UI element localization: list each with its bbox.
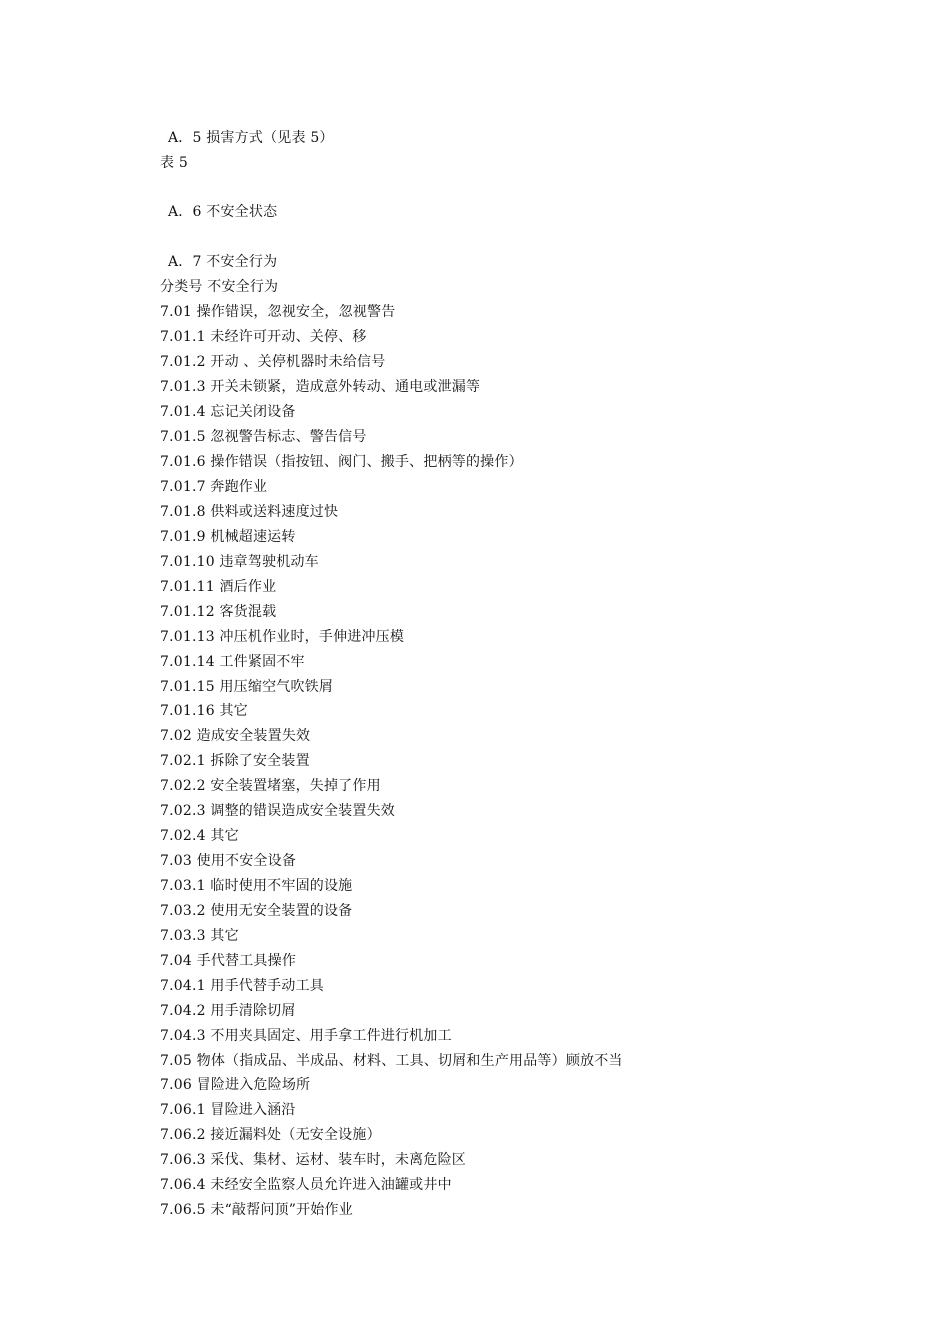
list-item: 7.03.3 其它 [160,928,239,944]
list-item: 7.01.16 其它 [160,703,248,719]
list-item: 7.01.4 忘记关闭设备 [160,404,296,420]
list-item: 7.02.4 其它 [160,828,239,844]
list-item: 7.03 使用不安全设备 [160,853,297,869]
list-item: 7.01.3 开关未锁紧，造成意外转动、通电或泄漏等 [160,379,481,395]
list-item: 7.06 冒险进入危险场所 [160,1077,311,1093]
list-item: 7.02.2 安全装置堵塞，失掉了作用 [160,778,381,794]
list-item: 7.06.4 未经安全监察人员允许进入油罐或井中 [160,1177,452,1193]
list-item: 7.06.1 冒险进入涵沿 [160,1102,296,1118]
list-item: 7.04.3 不用夹具固定、用手拿工件进行机加工 [160,1028,452,1044]
list-item: 7.04 手代替工具操作 [160,953,297,969]
list-item: 7.01.14 工件紧固不牢 [160,654,305,670]
list-item: 7.01.15 用压缩空气吹铁屑 [160,679,334,695]
list-item: 7.03.2 使用无安全装置的设备 [160,903,353,919]
list-item: 7.06.5 未“敲帮问顶”开始作业 [160,1202,353,1218]
section-heading-a6: A．6 不安全状态 [168,204,278,220]
list-item: 7.06.2 接近漏料处（无安全设施） [160,1127,381,1143]
list-item: 7.01.9 机械超速运转 [160,529,296,545]
list-item: 7.01 操作错误，忽视安全，忽视警告 [160,304,396,320]
table-caption: 表 5 [160,155,188,171]
list-item: 7.03.1 临时使用不牢固的设施 [160,878,353,894]
list-item: 7.02.1 拆除了安全装置 [160,753,310,769]
list-item: 7.01.10 违章驾驶机动车 [160,554,319,570]
section-heading-a7: A．7 不安全行为 [168,254,278,270]
list-item: 7.04.2 用手清除切屑 [160,1003,296,1019]
list-item: 7.05 物体（指成品、半成品、材料、工具、切屑和生产用品等）顾放不当 [160,1053,623,1069]
table-header: 分类号 不安全行为 [160,279,279,295]
list-item: 7.01.5 忽视警告标志、警告信号 [160,429,367,445]
list-item: 7.01.13 冲压机作业时，手伸进冲压模 [160,629,405,645]
list-item: 7.04.1 用手代替手动工具 [160,978,324,994]
list-item: 7.01.12 客货混载 [160,604,277,620]
list-item: 7.02 造成安全装置失效 [160,728,311,744]
list-item: 7.01.1 未经许可开动、关停、移 [160,329,367,345]
section-heading-a5: A．5 损害方式（见表 5） [168,130,334,146]
list-item: 7.06.3 采伐、集材、运材、装车时，未离危险区 [160,1152,466,1168]
list-item: 7.01.2 开动 、关停机器时未给信号 [160,354,386,370]
list-item: 7.01.7 奔跑作业 [160,479,268,495]
list-item: 7.02.3 调整的错误造成安全装置失效 [160,803,395,819]
list-item: 7.01.6 操作错误（指按钮、阀门、搬手、把柄等的操作） [160,454,523,470]
list-item: 7.01.11 酒后作业 [160,579,277,595]
list-item: 7.01.8 供料或送料速度过快 [160,504,339,520]
